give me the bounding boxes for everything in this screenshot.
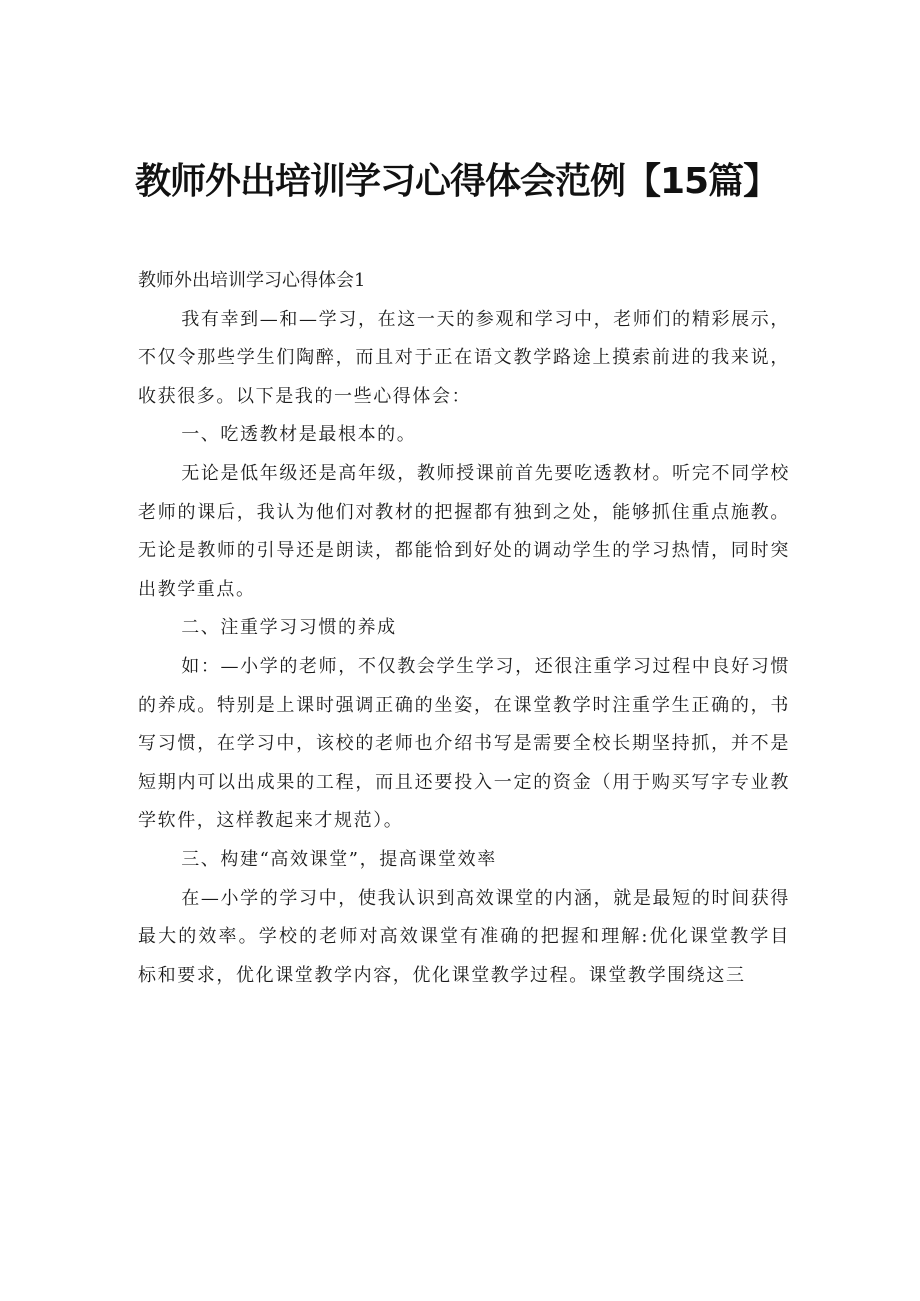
paragraph-efficient-classroom: 在—小学的学习中，使我认识到高效课堂的内涵，就是最短的时间获得最大的效率。学校的老师对高效课堂有准确的把握和理解:优化课堂教学目标和要求，优化课堂教学内容，优化课堂教学过程。课堂教学围绕这三 [138, 887, 790, 986]
paragraph-textbook: 无论是低年级还是高年级，教师授课前首先要吃透教材。听完不同学校老师的课后，我认为他们对教材的把握都有独到之处，能够抓住重点施教。无论是教师的引导还是朗读，都能恰到好处的调动学生的学习热情，同时突出教学重点。 [138, 462, 790, 600]
subheading-3: 三、构建“高效课堂”，提高课堂效率 [181, 848, 497, 870]
paragraph-habits: 如：—小学的老师，不仅教会学生学习，还很注重学习过程中良好习惯的养成。特别是上课时强调正确的坐姿，在课堂教学时注重学生正确的，书写习惯，在学习中，该校的老师也介绍书写是需要全校长期坚持抓，并不是短期内可以出成果的工程，而且还要投入一定的资金（用于购买写字专业教学软件，这样教起来才规范）。 [138, 655, 790, 832]
subheading-1: 一、吃透教材是最根本的。 [181, 424, 417, 446]
section-title: 教师外出培训学习心得体会1 [138, 270, 366, 291]
document-title: 教师外出培训学习心得体会范例【15篇】 [135, 161, 779, 202]
paragraph-intro: 我有幸到—和—学习，在这一天的参观和学习中，老师们的精彩展示，不仅令那些学生们陶醉，而且对于正在语文教学路途上摸索前进的我来说，收获很多。以下是我的一些心得体会： [138, 308, 790, 407]
document-body [138, 262, 790, 995]
subheading-2: 二、注重学习习惯的养成 [181, 617, 397, 639]
